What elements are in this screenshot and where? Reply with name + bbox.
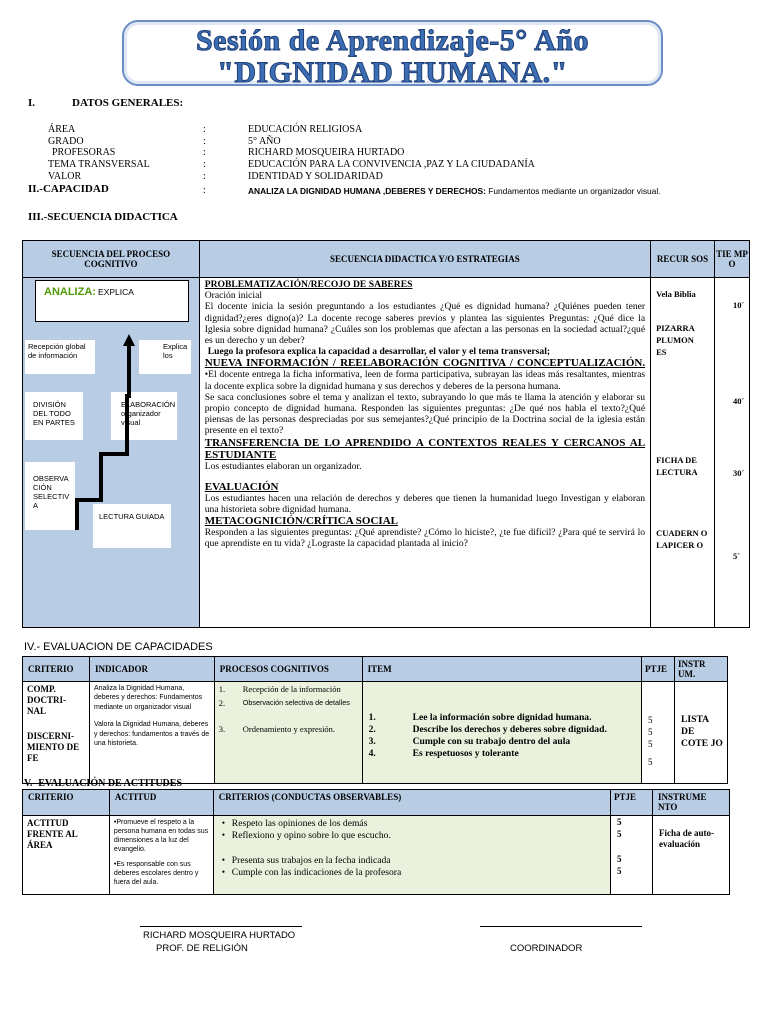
signature-role: PROF. DE RELIGIÓN — [156, 943, 248, 954]
secuencia-table — [22, 240, 750, 628]
act-instr-cell: Ficha de auto- evaluación — [653, 816, 730, 895]
section3-heading: III.-SECUENCIA DIDACTICA — [28, 211, 178, 223]
tiempo-2: 40´ — [733, 396, 745, 406]
act-ptje-3: 5 — [617, 854, 622, 864]
cap-item-cell — [362, 682, 641, 784]
capacidad-sep: : — [203, 185, 206, 196]
item-1: 1. Lee la información sobre dignidad humana. — [368, 712, 592, 723]
proceso-2: 2. Observación selectiva de detalles — [218, 698, 350, 708]
header-recursos: RECUR SOS — [651, 241, 715, 278]
cap-header-ptje: PTJE — [642, 657, 675, 682]
cap-instr-cell: LISTA DE COTE JO — [675, 682, 728, 784]
flow-observacion: OBSERVA CIÓN SELECTIV A — [25, 462, 75, 530]
act-header-criterios: CRITERIOS (CONDUCTAS OBSERVABLES) — [213, 790, 610, 816]
staircase-arrow — [23, 278, 200, 628]
conducta-3: • Presenta sus trabajos en la fecha indicada — [220, 855, 604, 867]
ptje-2: 5 — [648, 727, 653, 737]
act-header-ptje: PTJE — [611, 790, 653, 816]
act-conductas-cell — [213, 816, 610, 895]
ptje-1: 5 — [648, 715, 653, 725]
page-title: Sesión de Aprendizaje-5° Año — [196, 24, 589, 57]
recursos-cell — [651, 278, 715, 628]
cap-header-procesos: PROCESOS COGNITIVOS — [214, 657, 362, 682]
flow-division: DIVISIÓN DEL TODO EN PARTES — [25, 392, 83, 440]
capacidad-text: ANALIZA LA DIGNIDAD HUMANA ,DEBERES Y DERECHOS: Fundamentos mediante un organizador visual. — [248, 186, 661, 196]
tiempo-3: 30´ — [733, 468, 745, 478]
act-header-instr: INSTRUME NTO — [653, 790, 730, 816]
criterio-doctrinal: COMP. DOCTRI- NAL — [27, 684, 67, 716]
actitud-2: •Es responsable con sus deberes escolares dentro y fuera del aula. — [113, 861, 199, 886]
act-actitud-cell — [109, 816, 213, 895]
oracion-inicial: Oración inicial — [204, 290, 263, 302]
signature-name: RICHARD MOSQUEIRA HURTADO — [143, 930, 296, 941]
recurso-3: FICHA DE LECTURA — [656, 455, 698, 477]
flow-lectura: LECTURA GUIADA — [93, 504, 171, 548]
indicador-2: Valora la Dignidad Humana, deberes y derechos: fundamentos a través de una historieta. — [93, 721, 210, 748]
signature-line-coordinator — [480, 926, 642, 927]
strategy-text-1: El docente inicia la sesión preguntando a los estudiantes ¿Qué es dignidad humana? ¿Quiénes pueden tener dignidad?¿eres digno(a)? La docente recoge saberes previos y plantea las siguientes Preguntas: ¿Qué dice la Iglesia sobre dignidad humana? ¿Cuáles son los problemas que afectan a las personas en la sociedad actual?¿qué es un derecho y un deber? — [204, 301, 646, 347]
cap-criterio-cell — [23, 682, 90, 784]
recurso-2: PIZARRA PLUMON ES — [656, 323, 695, 357]
act-criterio-cell: ACTITUD FRENTE AL ÁREA — [23, 816, 110, 895]
evaluacion-capacidades-table — [22, 656, 728, 784]
tiempo-4: 5´ — [733, 551, 741, 561]
strategies-cell — [199, 278, 650, 628]
act-header-criterio: CRITERIO — [23, 790, 110, 816]
cap-procesos-cell — [214, 682, 362, 784]
signature-coordinador: COORDINADOR — [510, 943, 583, 954]
page-subtitle: "DIGNIDAD HUMANA." — [217, 56, 568, 89]
phase-metacognicion: METACOGNICIÓN/CRÍTICA SOCIAL — [204, 515, 398, 528]
recurso-4: CUADERN O LAPICER O — [656, 528, 708, 550]
conducta-1: • Respeto las opiniones de los demás — [220, 818, 604, 830]
criterio-discernimiento: DISCERNI- MIENTO DE FE — [27, 731, 80, 763]
strategy-text-4: Los estudiantes hacen una relación de derechos y deberes que tienen la humanidad luego Investigan y elaboran una historieta sobre dignidad humana. — [204, 492, 646, 516]
cap-header-indicador: INDICADOR — [89, 657, 214, 682]
phase-nueva-informacion: NUEVA INFORMACIÓN / REELABORACIÓN COGNITIVA / CONCEPTUALIZACIÓN. — [204, 357, 646, 370]
phase-transferencia: TRANSFERENCIA DE LO APRENDIDO A CONTEXTOS REALES Y CERCANOS AL ESTUDIANTE — [204, 436, 646, 461]
recurso-1: Vela Biblia — [656, 289, 696, 299]
signature-line-teacher — [140, 926, 302, 927]
section-number: I. — [28, 97, 36, 109]
actitud-1: •Promueve el respeto a la persona humana en todas sus dimensiones a la luz del evangelio. — [113, 819, 209, 853]
item-3: 3. Cumple con su trabajo dentro del aula — [368, 736, 571, 747]
phase-problematizacion: PROBLEMATIZACIÓN/RECOJO DE SABERES — [204, 279, 413, 290]
strategy-text-5: Responden a las siguientes preguntas: ¿Qué aprendiste? ¿Cómo lo hiciste?, ¿te fue difícil? ¿Para qué te servirá lo que aprendiste en tu vida? ¿Lograste la capacidad plantada al inicio? — [204, 527, 646, 550]
flow-recepcion: Recepción global de información — [25, 340, 95, 374]
act-ptje-4: 5 — [617, 866, 622, 876]
header-proceso: SECUENCIA DEL PROCESO COGNITIVO — [23, 241, 200, 278]
tiempo-cell — [715, 278, 750, 628]
cap-header-item: ITEM — [362, 657, 641, 682]
strategy-text-2b: Se saca conclusiones sobre el tema y analizan el texto, subrayando lo que más te llama la atención y elaborar su propio concepto de dignidad humana. Responden las siguientes preguntas: ¿De qué nos habla el texto?¿Qué piensas de las personas despreciadas por sus semejantes?¿Qué principio de la Doctrina social de la iglesia están presente en el texto? — [204, 391, 646, 437]
section-heading: DATOS GENERALES: — [72, 97, 184, 109]
flow-explica-los: Explica los — [139, 340, 191, 374]
header-tiempo: TIE MP O — [715, 241, 750, 278]
act-header-actitud: ACTITUD — [109, 790, 213, 816]
strategy-text-2a: •El docente entrega la ficha informativa, leen de forma participativa, subrayan las ideas más resaltantes, mientras la docente explica sobre la dignidad humana y sus derechos y deberes de la persona humana. — [204, 369, 646, 392]
strategy-text-1b: Luego la profesora explica la capacidad a desarrollar, el valor y el tema transversal; — [207, 346, 551, 358]
proceso-3: 3. Ordenamiento y expresión. — [218, 724, 336, 734]
evaluacion-actitudes-table — [22, 789, 730, 895]
flow-elaboracion: ELABORACIÓN organizador visual — [111, 392, 177, 440]
ptje-3: 5 — [648, 739, 653, 749]
title-banner — [122, 20, 663, 89]
tiempo-1: 10´ — [733, 300, 745, 310]
flow-cell — [23, 278, 200, 628]
item-4: 4. Es respetuosos y tolerante — [368, 748, 519, 759]
capacidad-label: II.-CAPACIDAD — [28, 183, 109, 195]
indicador-1: Analiza la Dignidad Humana, deberes y derechos: Fundamentos mediante un organizador visual — [93, 685, 203, 711]
cap-indicador-cell — [89, 682, 214, 784]
act-ptje-cell — [611, 816, 653, 895]
ptje-4: 5 — [648, 757, 653, 767]
conducta-2: • Reflexiono y opino sobre lo que escucho. — [220, 830, 604, 842]
analiza-box: ANALIZA: EXPLICA — [35, 280, 189, 322]
act-ptje-2: 5 — [617, 829, 622, 839]
section4-heading: IV.- EVALUACION DE CAPACIDADES — [24, 641, 213, 653]
phase-evaluacion: EVALUACIÓN — [204, 480, 279, 493]
conducta-4: • Cumple con las indicaciones de la profesora — [220, 867, 604, 879]
strategy-text-3: Los estudiantes elaboran un organizador. — [204, 460, 362, 472]
cap-header-instr: INSTR UM. — [675, 657, 728, 682]
cap-header-criterio: CRITERIO — [23, 657, 90, 682]
item-2: 2. Describe los derechos y deberes sobre dignidad. — [368, 724, 607, 735]
section5-heading: V.- EVALUACIÓN DE ACTITUDES — [24, 778, 183, 789]
proceso-1: 1. Recepción de la información — [218, 684, 341, 694]
act-ptje-1: 5 — [617, 817, 622, 827]
cap-ptje-cell — [642, 682, 675, 784]
header-estrategias: SECUENCIA DIDACTICA Y/O ESTRATEGIAS — [199, 241, 650, 278]
